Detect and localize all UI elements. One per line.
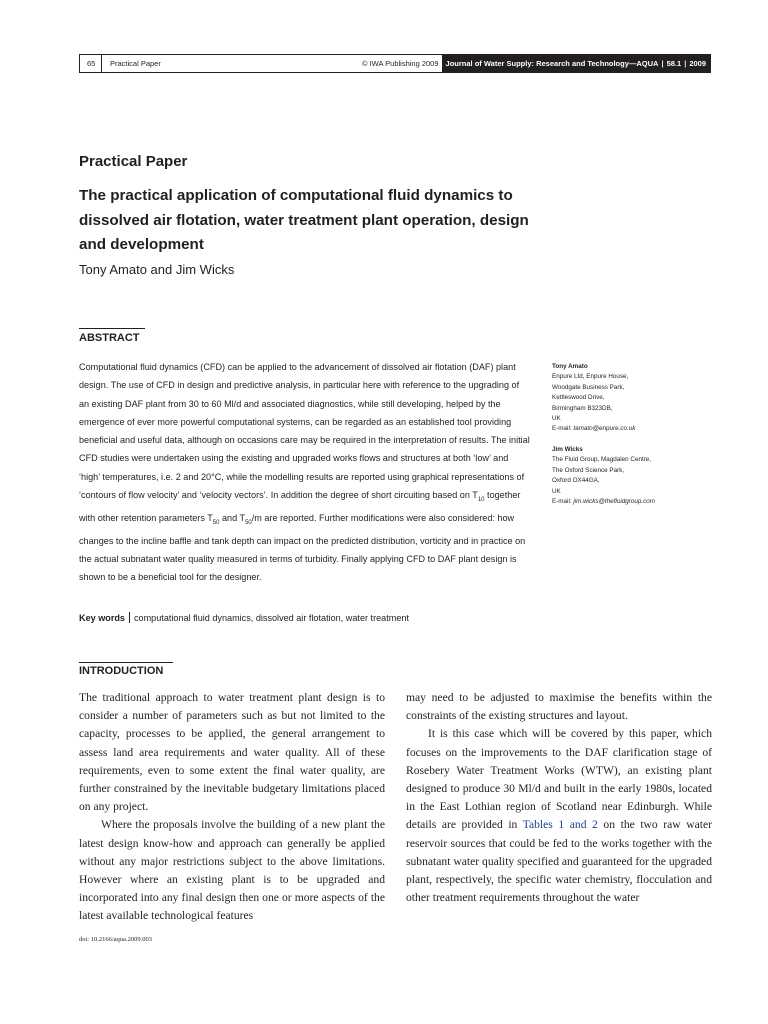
email-link[interactable]: jim.wicks@thefluidgroup.com [573, 498, 655, 506]
journal-volume: 58.1 [666, 59, 682, 68]
abstract-rule [79, 328, 145, 329]
keywords-list: computational fluid dynamics, dissolved air flotation, water treatment [134, 613, 409, 623]
affiliation-name: Jim Wicks [552, 446, 583, 453]
author-list: Tony Amato and Jim Wicks [79, 262, 235, 277]
address-line: Birmingham B323DB, [552, 404, 613, 412]
section-label: Practical Paper [79, 153, 188, 170]
journal-year: 2009 [689, 59, 706, 68]
separator: | [684, 59, 687, 68]
address-line: Woodgate Business Park, [552, 383, 625, 391]
table-reference-link[interactable]: Tables 1 and 2 [522, 818, 598, 832]
introduction-rule [79, 662, 173, 663]
address-line: UK [552, 415, 561, 423]
email-line: E-mail: tamato@enpure.co.uk [552, 425, 636, 433]
body-column-left [79, 689, 385, 926]
abstract-heading: ABSTRACT [79, 332, 140, 344]
address-line: The Oxford Science Park, [552, 466, 625, 474]
keywords-label: Key words [79, 613, 125, 623]
abstract-text: Computational fluid dynamics (CFD) can be applied to the advancement of dissolved air flotation (DAF) plant design. The use of CFD in design and predictive analysis, in particular here with reference to the upgrading of an existing DAF plant from 30 to 60 Ml/d and associated diagnostics, while still developing, helped by the emergence of ever more powerful computational systems, can be regarded as an established tool providing beneficial and useful data, although on occasions care may be required in the interpretation of results. The initial CFD studies were undertaken using the existing and upgraded works flows and structures at both ‘low’ and ‘high’ temperatures, i.e. 2 and 20°C, while the modelling results are reported using graphical representations of ‘contours of flow velocity’ and ‘velocity vectors’. In addition the degree of short circuiting based on $T_{10}$ together with other retention parameters $T_{50}$ and $T_{50}/m$ are reported. Further modifications were also considered: how changes to the incline baffle and tank depth can impact on the predicted distribution, vorticity and in practice on the actual subnatant water quality measured in terms of turbidity. Finally applying CFD to DAF plant design is shown to be a beneficial tool for the designer. [79, 362, 530, 583]
address-line: Enpure Ltd, Enpure House, [552, 373, 629, 381]
affiliation-name: Tony Amato [552, 363, 588, 370]
page-number: 65 [80, 55, 102, 72]
paragraph: The traditional approach to water treatment plant design is to consider a number of parameters such as but not limited to the capacity, processes to be applied, the general arrangement to assess land area requirements and water quality. All of these requirements, even to some extent the final water quality, are further constrained by the inevitable budgetary limitations placed on any project. [79, 691, 385, 814]
introduction-heading: INTRODUCTION [79, 665, 164, 677]
keywords [79, 612, 409, 623]
paragraph: Where the proposals involve the building of a new plant the latest design know-how and approach can generally be applied without any major restrictions subject to the above limitations. However where an existing plant is to be upgraded and incorporated into any final design then one or more aspects of the latest available technological features [79, 818, 385, 923]
separator [129, 612, 130, 623]
paragraph: It is this case which will be covered by this paper, which focuses on the improvements to the DAF clarification stage of Rosebery Water Treatment Works (WTW), an existing plant designed to produce 30 Ml/d and built in the early 1980s, located in the East Lothian region of Scotland near Edinburgh. While details are provided in Tables 1 and 2 on the two raw water reservoir sources that could be fed to the works together with the subnatant water quality specified and guaranteed for the upgraded plant, respectively, the specific water chemistry, flocculation and other treatment requirements throughout the water [406, 727, 712, 905]
email-link[interactable]: tamato@enpure.co.uk [573, 425, 636, 433]
article-title: The practical application of computational fluid dynamics to dissolved air flotation, water treatment plant operation, design and development [79, 187, 529, 253]
doi: doi: 10.2166/aqua.2009.003 [79, 936, 152, 943]
address-line: UK [552, 487, 561, 495]
address-line: Kettleswood Drive, [552, 394, 605, 402]
address-line: The Fluid Group, Magdalen Centre, [552, 456, 652, 464]
affiliation-amato [552, 362, 722, 435]
separator: | [661, 59, 664, 68]
paragraph: may need to be adjusted to maximise the benefits within the constraints of the existing structures and layout. [406, 691, 712, 723]
address-line: Oxford OX44GA, [552, 477, 600, 485]
email-line: E-mail: jim.wicks@thefluidgroup.com [552, 498, 655, 506]
running-header [79, 54, 711, 73]
copyright: © IWA Publishing 2009 [361, 59, 439, 68]
journal-citation [442, 55, 710, 72]
journal-name: Journal of Water Supply: Research and Technology—AQUA [445, 59, 659, 68]
affiliation-wicks [552, 445, 722, 507]
body-column-right [406, 689, 712, 907]
article-type: Practical Paper [110, 59, 161, 68]
